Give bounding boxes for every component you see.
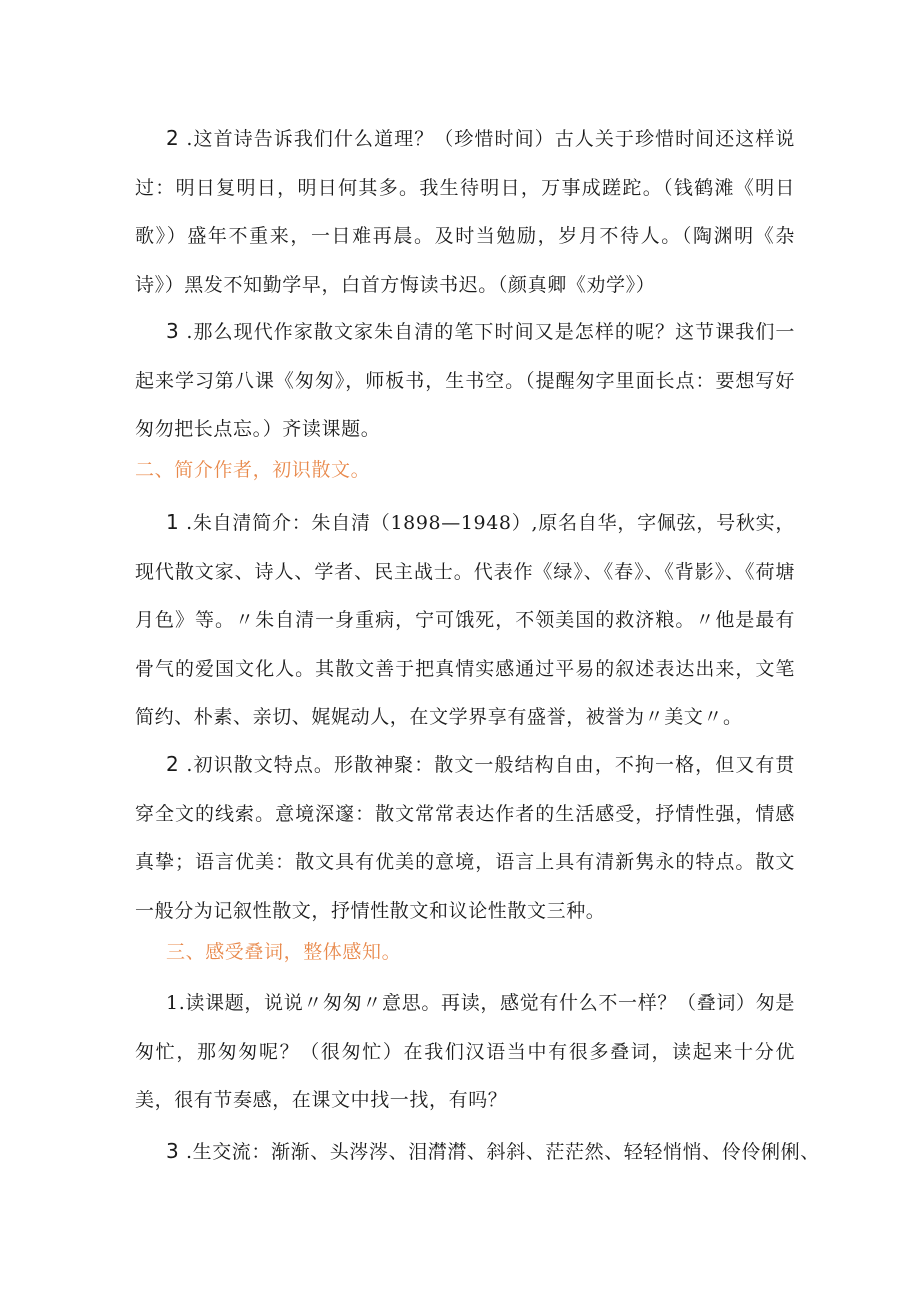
paragraph-text: .朱自清简介：朱自清（1898—1948）,原名自华，字佩弦，号秋实，现代散文家、诗人、学者、民主战士。代表作《绿》、《春》、《背影》、《荷塘月色》等。〃朱自清一身重病，宁可饿死，不领美国的救济粮。〃他是最有骨气的爱国文化人。其散文善于把真情实感通过平易的叙述表达出来，文笔简约、朴素、亲切、娓娓动人，在文学界享有盛誉，被誉为〃美文〃。: [135, 512, 795, 728]
paragraph-text: 1.读课题，说说〃匆匆〃意思。再读，感觉有什么不一样？（叠词）匆是匆忙，那匆匆呢？（很匆忙）在我们汉语当中有很多叠词，读起来十分优美，很有节奏感，在课文中找一找，有吗？: [135, 992, 795, 1111]
paragraph-read-title: [135, 979, 795, 1125]
item-number: 3: [166, 319, 180, 343]
paragraph-text: .初识散文特点。形散神聚：散文一般结构自由，不拘一格，但又有贯穿全文的线索。意境深邃：散文常常表达作者的生活感受，抒情性强，情感真挚；语言优美：散文具有优美的意境，语言上具有清新隽永的特点。散文一般分为记叙性散文，抒情性散文和议论性散文三种。: [135, 754, 795, 922]
paragraph-prose-features: [135, 740, 795, 935]
item-number: 1: [166, 510, 180, 534]
item-number: 3: [166, 1139, 180, 1163]
section-heading-author: 二、简介作者，初识散文。: [135, 459, 371, 481]
item-number: 2: [166, 752, 180, 776]
paragraph-lesson-intro: [135, 307, 795, 454]
paragraph-text: .生交流：渐渐、头涔涔、泪潸潸、斜斜、茫茫然、轻轻悄悄、伶伶俐俐、: [179, 1141, 820, 1163]
item-number: 2: [166, 126, 180, 150]
paragraph-student-exchange: [135, 1127, 820, 1177]
paragraph-author-bio: [135, 498, 795, 742]
paragraph-poem-meaning: [135, 114, 795, 309]
section-heading-reduplication: 三、感受叠词，整体感知。: [166, 941, 402, 963]
paragraph-text: .这首诗告诉我们什么道理？（珍惜时间）古人关于珍惜时间还这样说过：明日复明日，明日何其多。我生待明日，万事成蹉跎。（钱鹤滩《明日歌》）盛年不重来，一日难再晨。及时当勉励，岁月不待人。（陶渊明《杂诗》）黑发不知勤学早，白首方悔读书迟。（颜真卿《劝学》）: [135, 128, 795, 296]
paragraph-text: .那么现代作家散文家朱自清的笔下时间又是怎样的呢？这节课我们一起来学习第八课《匆匆》，师板书，生书空。（提醒匆字里面长点：要想写好匆勿把长点忘。）齐读课题。: [135, 321, 795, 440]
